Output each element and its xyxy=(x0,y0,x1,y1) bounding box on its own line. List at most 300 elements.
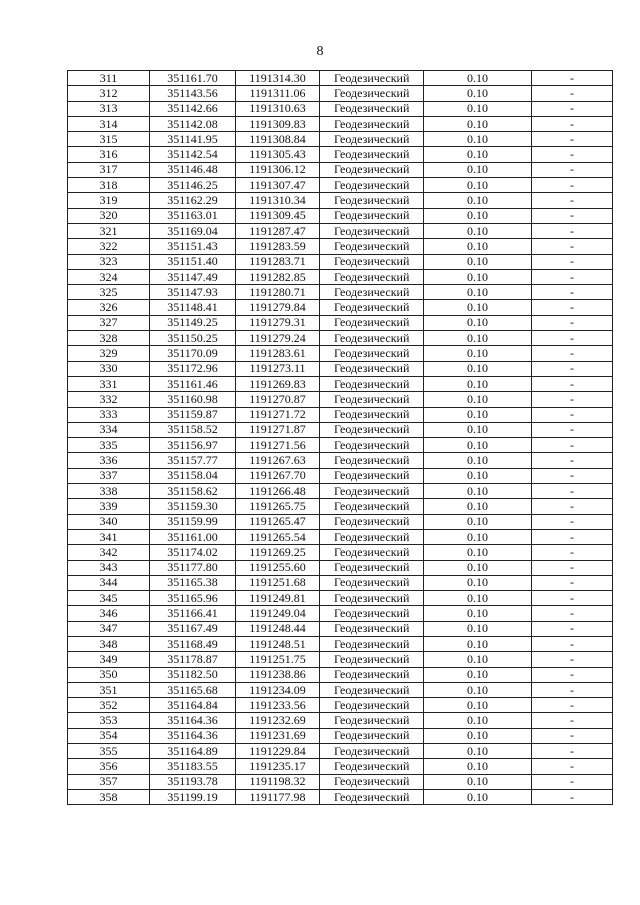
precision-cell: 0.10 xyxy=(424,193,532,208)
point-number-cell: 317 xyxy=(68,162,150,177)
method-cell: Геодезический xyxy=(320,422,424,437)
y-coordinate-cell: 1191249.04 xyxy=(236,606,320,621)
y-coordinate-cell: 1191267.70 xyxy=(236,468,320,483)
table-row xyxy=(68,728,613,743)
point-number-cell: 319 xyxy=(68,193,150,208)
x-coordinate-cell: 351199.19 xyxy=(150,789,236,804)
table-row xyxy=(68,560,613,575)
point-number-cell: 330 xyxy=(68,361,150,376)
x-coordinate-cell: 351150.25 xyxy=(150,331,236,346)
table-row xyxy=(68,254,613,269)
note-cell: - xyxy=(532,331,613,346)
y-coordinate-cell: 1191248.44 xyxy=(236,621,320,636)
x-coordinate-cell: 351162.29 xyxy=(150,193,236,208)
x-coordinate-cell: 351165.38 xyxy=(150,575,236,590)
precision-cell: 0.10 xyxy=(424,101,532,116)
method-cell: Геодезический xyxy=(320,223,424,238)
y-coordinate-cell: 1191267.63 xyxy=(236,453,320,468)
x-coordinate-cell: 351149.25 xyxy=(150,315,236,330)
method-cell: Геодезический xyxy=(320,346,424,361)
x-coordinate-cell: 351164.89 xyxy=(150,744,236,759)
note-cell: - xyxy=(532,376,613,391)
point-number-cell: 353 xyxy=(68,713,150,728)
y-coordinate-cell: 1191314.30 xyxy=(236,71,320,86)
method-cell: Геодезический xyxy=(320,591,424,606)
table-row xyxy=(68,468,613,483)
x-coordinate-cell: 351164.36 xyxy=(150,728,236,743)
point-number-cell: 318 xyxy=(68,178,150,193)
point-number-cell: 336 xyxy=(68,453,150,468)
y-coordinate-cell: 1191231.69 xyxy=(236,728,320,743)
table-row xyxy=(68,193,613,208)
note-cell: - xyxy=(532,239,613,254)
note-cell: - xyxy=(532,621,613,636)
note-cell: - xyxy=(532,315,613,330)
precision-cell: 0.10 xyxy=(424,652,532,667)
table-row xyxy=(68,529,613,544)
note-cell: - xyxy=(532,269,613,284)
table-row xyxy=(68,499,613,514)
method-cell: Геодезический xyxy=(320,652,424,667)
x-coordinate-cell: 351166.41 xyxy=(150,606,236,621)
y-coordinate-cell: 1191279.24 xyxy=(236,331,320,346)
y-coordinate-cell: 1191311.06 xyxy=(236,86,320,101)
method-cell: Геодезический xyxy=(320,789,424,804)
table-row xyxy=(68,698,613,713)
table-row xyxy=(68,223,613,238)
page-number: 8 xyxy=(316,44,324,59)
precision-cell: 0.10 xyxy=(424,407,532,422)
precision-cell: 0.10 xyxy=(424,453,532,468)
x-coordinate-cell: 351161.70 xyxy=(150,71,236,86)
x-coordinate-cell: 351161.00 xyxy=(150,529,236,544)
precision-cell: 0.10 xyxy=(424,132,532,147)
point-number-cell: 315 xyxy=(68,132,150,147)
point-number-cell: 316 xyxy=(68,147,150,162)
precision-cell: 0.10 xyxy=(424,331,532,346)
note-cell: - xyxy=(532,208,613,223)
y-coordinate-cell: 1191234.09 xyxy=(236,682,320,697)
note-cell: - xyxy=(532,223,613,238)
method-cell: Геодезический xyxy=(320,407,424,422)
y-coordinate-cell: 1191309.45 xyxy=(236,208,320,223)
precision-cell: 0.10 xyxy=(424,621,532,636)
precision-cell: 0.10 xyxy=(424,789,532,804)
point-number-cell: 351 xyxy=(68,682,150,697)
method-cell: Геодезический xyxy=(320,529,424,544)
point-number-cell: 337 xyxy=(68,468,150,483)
note-cell: - xyxy=(532,453,613,468)
table-row xyxy=(68,652,613,667)
point-number-cell: 329 xyxy=(68,346,150,361)
note-cell: - xyxy=(532,744,613,759)
y-coordinate-cell: 1191177.98 xyxy=(236,789,320,804)
precision-cell: 0.10 xyxy=(424,178,532,193)
precision-cell: 0.10 xyxy=(424,682,532,697)
y-coordinate-cell: 1191307.47 xyxy=(236,178,320,193)
note-cell: - xyxy=(532,545,613,560)
method-cell: Геодезический xyxy=(320,698,424,713)
x-coordinate-cell: 351177.80 xyxy=(150,560,236,575)
precision-cell: 0.10 xyxy=(424,591,532,606)
precision-cell: 0.10 xyxy=(424,71,532,86)
point-number-cell: 358 xyxy=(68,789,150,804)
point-number-cell: 313 xyxy=(68,101,150,116)
method-cell: Геодезический xyxy=(320,300,424,315)
point-number-cell: 345 xyxy=(68,591,150,606)
x-coordinate-cell: 351141.95 xyxy=(150,132,236,147)
method-cell: Геодезический xyxy=(320,728,424,743)
method-cell: Геодезический xyxy=(320,514,424,529)
x-coordinate-cell: 351161.46 xyxy=(150,376,236,391)
table-row xyxy=(68,178,613,193)
table-row xyxy=(68,606,613,621)
precision-cell: 0.10 xyxy=(424,636,532,651)
y-coordinate-cell: 1191251.75 xyxy=(236,652,320,667)
precision-cell: 0.10 xyxy=(424,728,532,743)
note-cell: - xyxy=(532,361,613,376)
method-cell: Геодезический xyxy=(320,453,424,468)
y-coordinate-cell: 1191309.83 xyxy=(236,116,320,131)
note-cell: - xyxy=(532,116,613,131)
y-coordinate-cell: 1191255.60 xyxy=(236,560,320,575)
point-number-cell: 320 xyxy=(68,208,150,223)
precision-cell: 0.10 xyxy=(424,698,532,713)
note-cell: - xyxy=(532,514,613,529)
table-body xyxy=(68,71,613,805)
x-coordinate-cell: 351159.99 xyxy=(150,514,236,529)
y-coordinate-cell: 1191265.75 xyxy=(236,499,320,514)
note-cell: - xyxy=(532,759,613,774)
x-coordinate-cell: 351156.97 xyxy=(150,438,236,453)
precision-cell: 0.10 xyxy=(424,254,532,269)
precision-cell: 0.10 xyxy=(424,545,532,560)
table-row xyxy=(68,621,613,636)
x-coordinate-cell: 351193.78 xyxy=(150,774,236,789)
point-number-cell: 356 xyxy=(68,759,150,774)
x-coordinate-cell: 351159.87 xyxy=(150,407,236,422)
x-coordinate-cell: 351164.84 xyxy=(150,698,236,713)
precision-cell: 0.10 xyxy=(424,285,532,300)
y-coordinate-cell: 1191198.32 xyxy=(236,774,320,789)
point-number-cell: 348 xyxy=(68,636,150,651)
point-number-cell: 324 xyxy=(68,269,150,284)
point-number-cell: 332 xyxy=(68,392,150,407)
method-cell: Геодезический xyxy=(320,484,424,499)
point-number-cell: 335 xyxy=(68,438,150,453)
x-coordinate-cell: 351165.96 xyxy=(150,591,236,606)
y-coordinate-cell: 1191305.43 xyxy=(236,147,320,162)
method-cell: Геодезический xyxy=(320,575,424,590)
note-cell: - xyxy=(532,560,613,575)
x-coordinate-cell: 351151.40 xyxy=(150,254,236,269)
x-coordinate-cell: 351168.49 xyxy=(150,636,236,651)
precision-cell: 0.10 xyxy=(424,744,532,759)
x-coordinate-cell: 351148.41 xyxy=(150,300,236,315)
table-row xyxy=(68,514,613,529)
method-cell: Геодезический xyxy=(320,361,424,376)
y-coordinate-cell: 1191265.54 xyxy=(236,529,320,544)
note-cell: - xyxy=(532,652,613,667)
method-cell: Геодезический xyxy=(320,315,424,330)
point-number-cell: 334 xyxy=(68,422,150,437)
method-cell: Геодезический xyxy=(320,713,424,728)
point-number-cell: 341 xyxy=(68,529,150,544)
x-coordinate-cell: 351169.04 xyxy=(150,223,236,238)
precision-cell: 0.10 xyxy=(424,713,532,728)
note-cell: - xyxy=(532,71,613,86)
precision-cell: 0.10 xyxy=(424,361,532,376)
coordinates-table xyxy=(67,70,613,805)
note-cell: - xyxy=(532,682,613,697)
table-row xyxy=(68,438,613,453)
table-row xyxy=(68,208,613,223)
y-coordinate-cell: 1191273.11 xyxy=(236,361,320,376)
table-row xyxy=(68,713,613,728)
table-row xyxy=(68,162,613,177)
point-number-cell: 322 xyxy=(68,239,150,254)
precision-cell: 0.10 xyxy=(424,147,532,162)
method-cell: Геодезический xyxy=(320,560,424,575)
note-cell: - xyxy=(532,346,613,361)
method-cell: Геодезический xyxy=(320,269,424,284)
point-number-cell: 339 xyxy=(68,499,150,514)
note-cell: - xyxy=(532,484,613,499)
note-cell: - xyxy=(532,132,613,147)
note-cell: - xyxy=(532,499,613,514)
precision-cell: 0.10 xyxy=(424,774,532,789)
y-coordinate-cell: 1191269.83 xyxy=(236,376,320,391)
x-coordinate-cell: 351183.55 xyxy=(150,759,236,774)
y-coordinate-cell: 1191308.84 xyxy=(236,132,320,147)
point-number-cell: 333 xyxy=(68,407,150,422)
method-cell: Геодезический xyxy=(320,468,424,483)
note-cell: - xyxy=(532,529,613,544)
precision-cell: 0.10 xyxy=(424,86,532,101)
x-coordinate-cell: 351160.98 xyxy=(150,392,236,407)
precision-cell: 0.10 xyxy=(424,208,532,223)
note-cell: - xyxy=(532,422,613,437)
y-coordinate-cell: 1191269.25 xyxy=(236,545,320,560)
note-cell: - xyxy=(532,300,613,315)
precision-cell: 0.10 xyxy=(424,223,532,238)
table-row xyxy=(68,147,613,162)
point-number-cell: 325 xyxy=(68,285,150,300)
note-cell: - xyxy=(532,667,613,682)
point-number-cell: 357 xyxy=(68,774,150,789)
y-coordinate-cell: 1191279.31 xyxy=(236,315,320,330)
y-coordinate-cell: 1191232.69 xyxy=(236,713,320,728)
table-row xyxy=(68,239,613,254)
y-coordinate-cell: 1191280.71 xyxy=(236,285,320,300)
table-row xyxy=(68,667,613,682)
table-row xyxy=(68,591,613,606)
precision-cell: 0.10 xyxy=(424,499,532,514)
y-coordinate-cell: 1191233.56 xyxy=(236,698,320,713)
y-coordinate-cell: 1191271.72 xyxy=(236,407,320,422)
precision-cell: 0.10 xyxy=(424,116,532,131)
point-number-cell: 349 xyxy=(68,652,150,667)
x-coordinate-cell: 351174.02 xyxy=(150,545,236,560)
y-coordinate-cell: 1191283.59 xyxy=(236,239,320,254)
precision-cell: 0.10 xyxy=(424,376,532,391)
table-row xyxy=(68,636,613,651)
precision-cell: 0.10 xyxy=(424,392,532,407)
x-coordinate-cell: 351157.77 xyxy=(150,453,236,468)
precision-cell: 0.10 xyxy=(424,529,532,544)
table-row xyxy=(68,789,613,804)
point-number-cell: 314 xyxy=(68,116,150,131)
method-cell: Геодезический xyxy=(320,759,424,774)
precision-cell: 0.10 xyxy=(424,667,532,682)
table-row xyxy=(68,300,613,315)
point-number-cell: 347 xyxy=(68,621,150,636)
table-row xyxy=(68,759,613,774)
method-cell: Геодезический xyxy=(320,667,424,682)
method-cell: Геодезический xyxy=(320,774,424,789)
precision-cell: 0.10 xyxy=(424,759,532,774)
precision-cell: 0.10 xyxy=(424,300,532,315)
note-cell: - xyxy=(532,591,613,606)
point-number-cell: 338 xyxy=(68,484,150,499)
y-coordinate-cell: 1191282.85 xyxy=(236,269,320,284)
precision-cell: 0.10 xyxy=(424,606,532,621)
x-coordinate-cell: 351178.87 xyxy=(150,652,236,667)
precision-cell: 0.10 xyxy=(424,514,532,529)
x-coordinate-cell: 351163.01 xyxy=(150,208,236,223)
y-coordinate-cell: 1191249.81 xyxy=(236,591,320,606)
note-cell: - xyxy=(532,774,613,789)
table-row xyxy=(68,453,613,468)
point-number-cell: 327 xyxy=(68,315,150,330)
y-coordinate-cell: 1191283.71 xyxy=(236,254,320,269)
x-coordinate-cell: 351172.96 xyxy=(150,361,236,376)
point-number-cell: 342 xyxy=(68,545,150,560)
note-cell: - xyxy=(532,193,613,208)
point-number-cell: 352 xyxy=(68,698,150,713)
point-number-cell: 344 xyxy=(68,575,150,590)
point-number-cell: 350 xyxy=(68,667,150,682)
precision-cell: 0.10 xyxy=(424,484,532,499)
x-coordinate-cell: 351164.36 xyxy=(150,713,236,728)
y-coordinate-cell: 1191271.56 xyxy=(236,438,320,453)
y-coordinate-cell: 1191229.84 xyxy=(236,744,320,759)
precision-cell: 0.10 xyxy=(424,422,532,437)
method-cell: Геодезический xyxy=(320,331,424,346)
point-number-cell: 340 xyxy=(68,514,150,529)
table-row xyxy=(68,774,613,789)
note-cell: - xyxy=(532,698,613,713)
point-number-cell: 323 xyxy=(68,254,150,269)
x-coordinate-cell: 351147.93 xyxy=(150,285,236,300)
precision-cell: 0.10 xyxy=(424,162,532,177)
point-number-cell: 328 xyxy=(68,331,150,346)
precision-cell: 0.10 xyxy=(424,269,532,284)
method-cell: Геодезический xyxy=(320,116,424,131)
table-row xyxy=(68,116,613,131)
point-number-cell: 355 xyxy=(68,744,150,759)
note-cell: - xyxy=(532,254,613,269)
method-cell: Геодезический xyxy=(320,545,424,560)
note-cell: - xyxy=(532,606,613,621)
method-cell: Геодезический xyxy=(320,178,424,193)
x-coordinate-cell: 351143.56 xyxy=(150,86,236,101)
y-coordinate-cell: 1191238.86 xyxy=(236,667,320,682)
x-coordinate-cell: 351167.49 xyxy=(150,621,236,636)
note-cell: - xyxy=(532,178,613,193)
x-coordinate-cell: 351147.49 xyxy=(150,269,236,284)
note-cell: - xyxy=(532,101,613,116)
point-number-cell: 311 xyxy=(68,71,150,86)
table-row xyxy=(68,101,613,116)
note-cell: - xyxy=(532,438,613,453)
y-coordinate-cell: 1191266.48 xyxy=(236,484,320,499)
method-cell: Геодезический xyxy=(320,193,424,208)
table-row xyxy=(68,376,613,391)
x-coordinate-cell: 351158.52 xyxy=(150,422,236,437)
method-cell: Геодезический xyxy=(320,254,424,269)
table-row xyxy=(68,331,613,346)
precision-cell: 0.10 xyxy=(424,315,532,330)
note-cell: - xyxy=(532,575,613,590)
note-cell: - xyxy=(532,468,613,483)
table-row xyxy=(68,315,613,330)
note-cell: - xyxy=(532,162,613,177)
method-cell: Геодезический xyxy=(320,636,424,651)
point-number-cell: 312 xyxy=(68,86,150,101)
note-cell: - xyxy=(532,407,613,422)
note-cell: - xyxy=(532,392,613,407)
table-row xyxy=(68,407,613,422)
point-number-cell: 331 xyxy=(68,376,150,391)
table-row xyxy=(68,484,613,499)
method-cell: Геодезический xyxy=(320,147,424,162)
x-coordinate-cell: 351151.43 xyxy=(150,239,236,254)
y-coordinate-cell: 1191310.63 xyxy=(236,101,320,116)
precision-cell: 0.10 xyxy=(424,575,532,590)
method-cell: Геодезический xyxy=(320,132,424,147)
x-coordinate-cell: 351142.54 xyxy=(150,147,236,162)
table-row xyxy=(68,422,613,437)
note-cell: - xyxy=(532,789,613,804)
table-row xyxy=(68,269,613,284)
table-row xyxy=(68,744,613,759)
table-row xyxy=(68,346,613,361)
method-cell: Геодезический xyxy=(320,621,424,636)
table-row xyxy=(68,392,613,407)
y-coordinate-cell: 1191265.47 xyxy=(236,514,320,529)
note-cell: - xyxy=(532,728,613,743)
y-coordinate-cell: 1191279.84 xyxy=(236,300,320,315)
y-coordinate-cell: 1191251.68 xyxy=(236,575,320,590)
y-coordinate-cell: 1191283.61 xyxy=(236,346,320,361)
precision-cell: 0.10 xyxy=(424,239,532,254)
method-cell: Геодезический xyxy=(320,86,424,101)
method-cell: Геодезический xyxy=(320,438,424,453)
y-coordinate-cell: 1191310.34 xyxy=(236,193,320,208)
x-coordinate-cell: 351158.62 xyxy=(150,484,236,499)
method-cell: Геодезический xyxy=(320,162,424,177)
point-number-cell: 346 xyxy=(68,606,150,621)
x-coordinate-cell: 351159.30 xyxy=(150,499,236,514)
y-coordinate-cell: 1191248.51 xyxy=(236,636,320,651)
table-row xyxy=(68,682,613,697)
method-cell: Геодезический xyxy=(320,208,424,223)
x-coordinate-cell: 351158.04 xyxy=(150,468,236,483)
method-cell: Геодезический xyxy=(320,499,424,514)
note-cell: - xyxy=(532,713,613,728)
table-row xyxy=(68,575,613,590)
